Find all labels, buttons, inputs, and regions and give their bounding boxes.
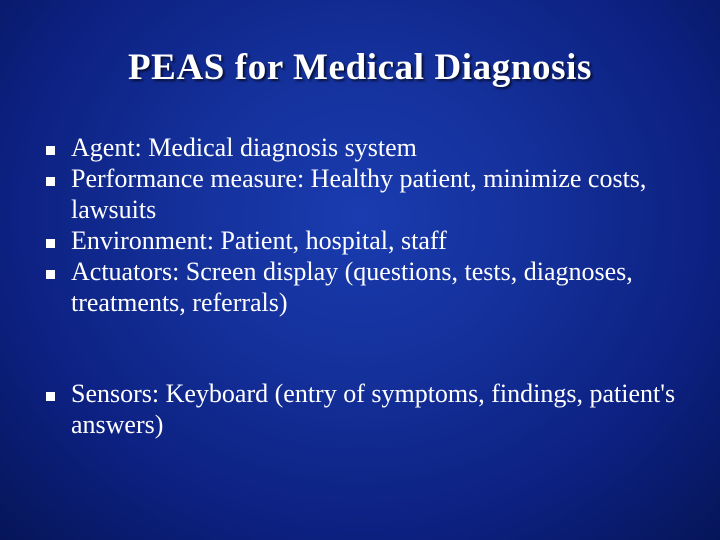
bullet-item-sensors (46, 378, 696, 440)
bullet-text: Sensors: Keyboard (entry of symptoms, findings, patient's answers) (71, 379, 676, 439)
square-bullet-icon (46, 392, 55, 401)
bullet-text: Environment: Patient, hospital, staff (71, 226, 447, 255)
bullet-item-agent (46, 132, 696, 163)
slide-title: PEAS for Medical Diagnosis (127, 47, 593, 88)
square-bullet-icon (46, 177, 55, 186)
square-bullet-icon (46, 146, 55, 155)
bullet-item-performance-measure (46, 163, 696, 225)
bullet-text: Actuators: Screen display (questions, tests, diagnoses, treatments, referrals) (71, 257, 633, 317)
bullet-item-actuators (46, 256, 696, 318)
bullet-text: Performance measure: Healthy patient, minimize costs, lawsuits (71, 164, 647, 224)
bullet-item-environment (46, 225, 696, 256)
square-bullet-icon (46, 270, 55, 279)
square-bullet-icon (46, 239, 55, 248)
bullet-list (46, 132, 696, 440)
bullet-text: Agent: Medical diagnosis system (71, 133, 417, 162)
